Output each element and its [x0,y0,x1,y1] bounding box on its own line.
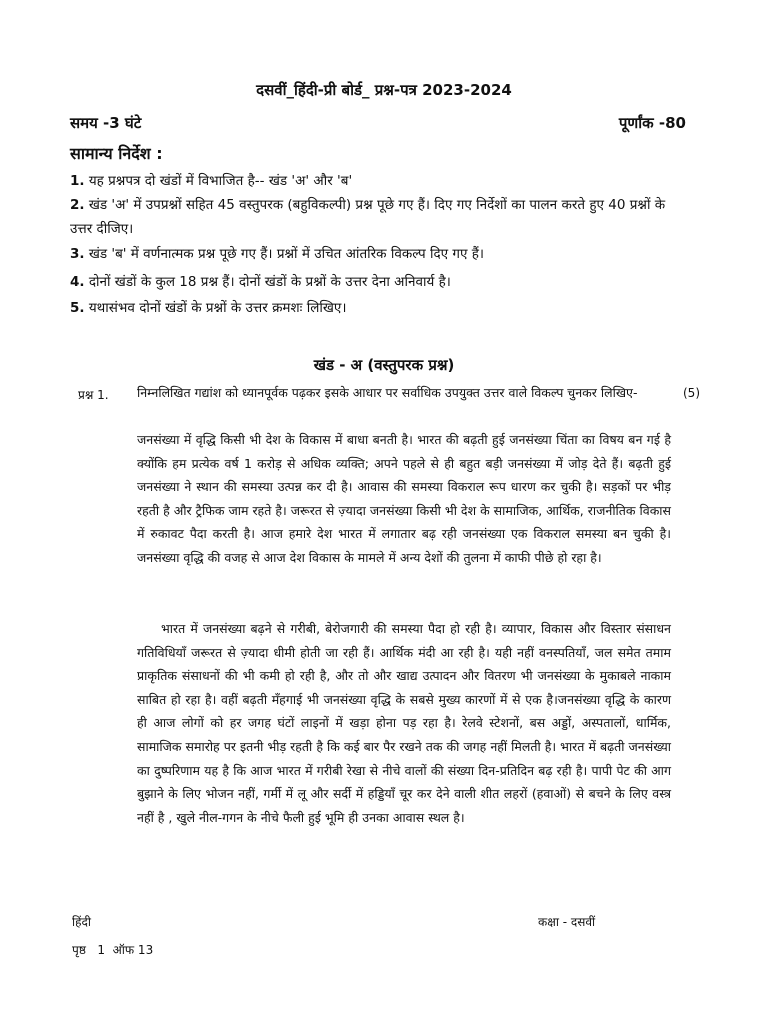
time-allowed: समय -3 घंटे [70,114,142,132]
footer-subject: हिंदी [72,915,91,929]
instruction-item: 3. खंड 'ब' में वर्णनात्मक प्रश्न पूछे गए हैं। प्रश्नों में उचित आंतरिक विकल्प दिए गए हैं। [70,246,485,262]
paper-title: दसवीं_हिंदी-प्री बोर्ड_ प्रश्न-पत्र 2023-2024 [256,81,512,99]
footer-page-number: पृष्ठ 1 ऑफ 13 [72,943,154,957]
section-heading: खंड - अ (वस्तुपरक प्रश्न) [313,356,455,374]
instruction-item: 5. यथासंभव दोनों खंडों के प्रश्नों के उत्तर क्रमशः लिखिए। [70,300,347,316]
general-instructions-heading: सामान्य निर्देश : [70,144,163,163]
instruction-item: 4. दोनों खंडों के कुल 18 प्रश्न हैं। दोनों खंडों के प्रश्नों के उत्तर देना अनिवार्य है। [70,274,451,290]
footer-class: कक्षा - दसवीं [538,915,596,929]
instruction-item: 1. यह प्रश्नपत्र दो खंडों में विभाजित है-- खंड 'अ' और 'ब' [70,173,353,189]
passage-paragraph-2: भारत में जनसंख्या बढ़ने से गरीबी, बेरोजगारी की समस्या पैदा हो रही है। व्यापार, विकास और विस्तार संसाधन गतिविधियाँ जरूरत से ज़्यादा धीमी होती जा रही हैं। आर्थिक मंदी आ रही है। यही नहीं वनस्पतियाँ, जल समेत तमाम प्राकृतिक संसाधनों की भी कमी हो रही है, और तो और खाद्य उत्पादन और वितरण भी जनसंख्या के मुकाबले नाकाम साबित हो रहा है। वहीं बढ़ती मँहगाई भी जनसंख्या वृद्धि के सबसे मुख्य कारणों में से एक है।जनसंख्या वृद्धि के कारण ही आज लोगों को हर जगह घंटों लाइनों में खड़ा होना पड़ रहा है। रेलवे स्टेशनों, बस अड्डों, अस्पतालों, धार्मिक, सामाजिक समारोह पर इतनी भीड़ रहती है कि कई बार पैर रखने तक की जगह नहीं मिलती है। भारत में बढ़ती जनसंख्या का दुष्परिणाम यह है कि आज भारत में गरीबी रेखा से नीचे वालों की संख्या दिन-प्रतिदिन बढ़ रही है। पापी पेट की आग बुझाने के लिए भोजन नहीं, गर्मी में लू और सर्दी में हड्डियाँ चूर कर देने वाली शीत लहरों (हवाओं) से बचने के लिए वस्त्र नहीं है , खुले नील-गगन के नीचे फैली हुई भूमि ही उनका आवास स्थल है। [137,621,671,825]
passage-paragraph-1: जनसंख्या में वृद्धि किसी भी देश के विकास में बाधा बनती है। भारत की बढ़ती हुई जनसंख्या चिंता का विषय बन गई है क्योंकि हम प्रत्येक वर्ष 1 करोड़ से अधिक व्यक्ति; अपने पहले से ही बहुत बड़ी जनसंख्या में जोड़ देते हैं। बढ़ती हुई जनसंख्या ने स्थान की समस्या उत्पन्न कर दी है। आवास की समस्या विकराल रूप धारण कर चुकी है। सड़कों पर भीड़ रहती है और ट्रैफिक जाम रहते है। जरूरत से ज़्यादा जनसंख्या किसी भी देश के सामाजिक, आर्थिक, राजनीतिक विकास में रुकावट पैदा करती है। आज हमारे देश भारत में लगातार बढ़ रही जनसंख्या एक विकराल समस्या बन चुकी है।जनसंख्या वृद्धि की वजह से आज देश विकास के मामले में अन्य देशों की तुलना में काफी पीछे हो रहा है। [137,432,671,565]
total-marks: पूर्णांक -80 [618,114,686,132]
question-prompt: निम्नलिखित गद्यांश को ध्यानपूर्वक पढ़कर इसके आधार पर सर्वाधिक उपयुक्त उत्तर वाले विकल्प चुनकर लिखिए- [137,385,638,400]
instruction-item: 2. खंड 'अ' में उपप्रश्नों सहित 45 वस्तुपरक (बहुविकल्पी) प्रश्न पूछे गए हैं। दिए गए निर्देशों का पालन करते हुए 40 प्रश्नों के उत्तर दीजिए। [70,197,666,237]
question-number: प्रश्न 1. [78,388,109,402]
question-marks: (5) [683,386,700,400]
